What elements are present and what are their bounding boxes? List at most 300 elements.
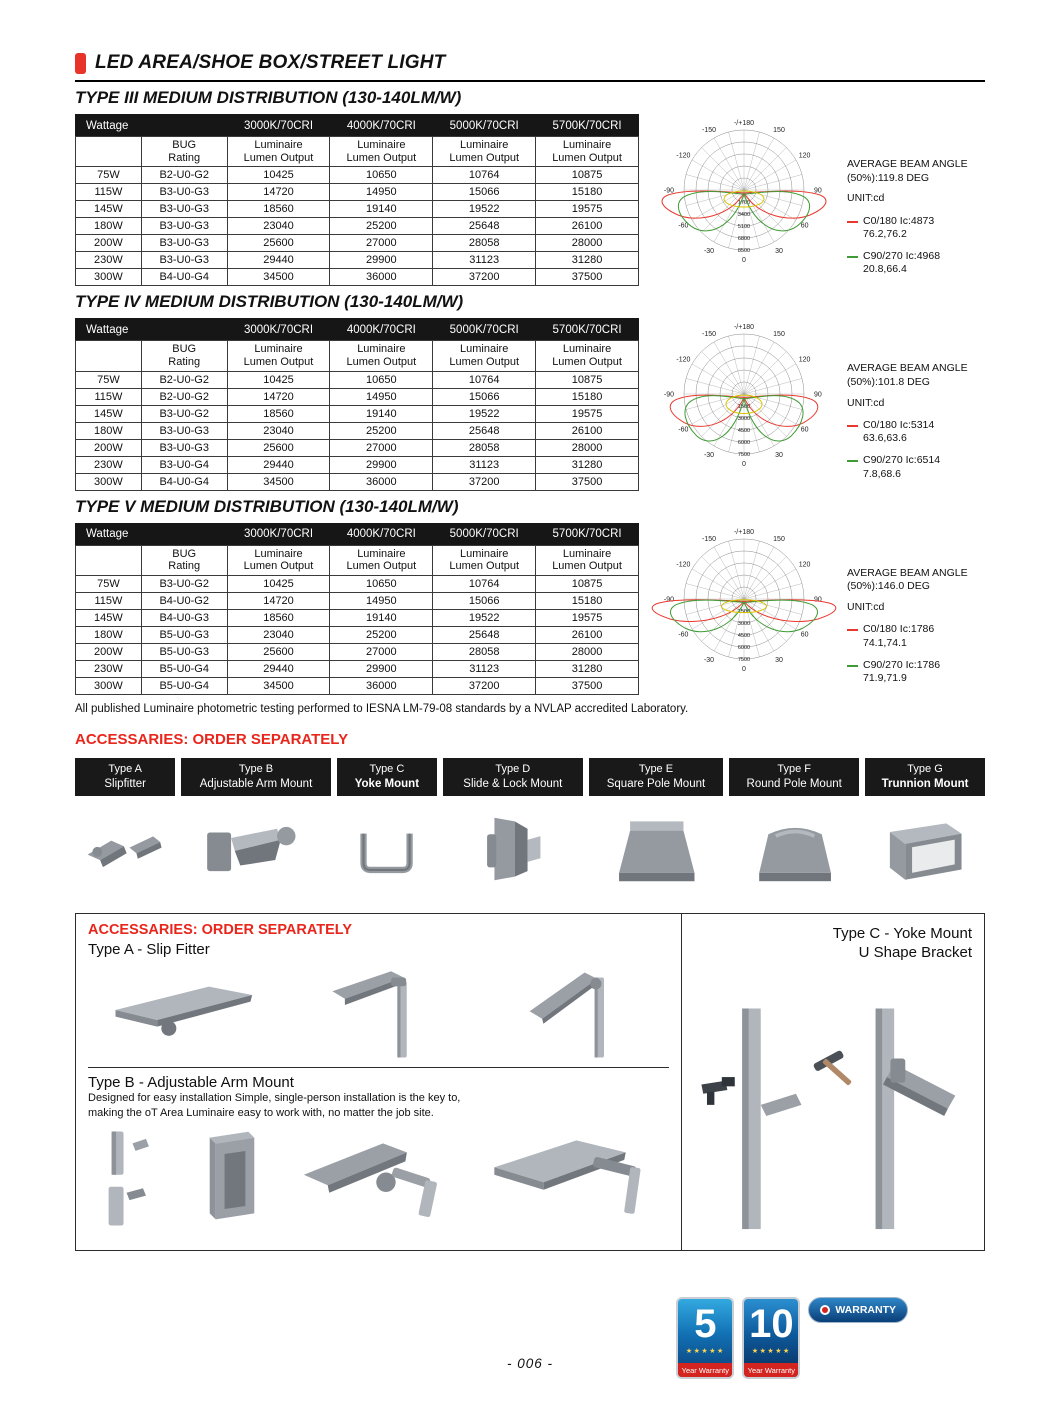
beam-info — [847, 567, 987, 685]
lumen-output-header — [227, 341, 330, 371]
lumen-value: 14950 — [330, 184, 433, 201]
svg-text:3000: 3000 — [737, 620, 751, 627]
svg-text:30: 30 — [775, 452, 783, 460]
table-header-row — [76, 523, 639, 545]
table-row — [76, 643, 639, 660]
bug-rating-value: B5-U0-G4 — [141, 660, 227, 677]
lumen-value: 28058 — [433, 439, 536, 456]
svg-text:-/+180: -/+180 — [733, 528, 755, 536]
svg-text:-/+180: -/+180 — [733, 120, 755, 127]
accessory-name-label: Yoke Mount — [354, 777, 420, 790]
bug-rating-value: B4-U0-G2 — [141, 592, 227, 609]
bug-rating-value: B3-U0-G3 — [141, 235, 227, 252]
bug-rating-value: B2-U0-G2 — [141, 167, 227, 184]
bug-rating-label: BUG Rating — [168, 343, 201, 368]
accessory-type-label: Type C — [369, 762, 405, 775]
accessory-header-slide-lock-mount — [443, 758, 583, 796]
lumen-value: 10875 — [536, 371, 639, 388]
svg-text:60: 60 — [800, 222, 809, 230]
empty-cell — [76, 341, 142, 371]
avg-beam-angle-line1: AVERAGE BEAM ANGLE — [847, 158, 968, 170]
table-row — [76, 609, 639, 626]
legend-item — [847, 419, 987, 445]
table-subheader-row — [76, 545, 639, 575]
lumen-value: 18560 — [227, 405, 330, 422]
wattage-header: Wattage — [76, 523, 228, 545]
table-row — [76, 184, 639, 201]
accessory-name-label: Square Pole Mount — [606, 777, 706, 790]
lumen-value: 37500 — [536, 473, 639, 490]
accessory-detail-panel — [75, 913, 985, 1251]
lumen-value: 28000 — [536, 439, 639, 456]
legend-item — [847, 215, 987, 241]
svg-text:6800: 6800 — [737, 236, 751, 242]
svg-text:8500: 8500 — [737, 248, 751, 254]
lumen-value: 23040 — [227, 422, 330, 439]
legend-line2: 7.8,68.6 — [863, 467, 901, 480]
accessory-name-label: Slide & Lock Mount — [463, 777, 563, 790]
lumen-value: 14950 — [330, 592, 433, 609]
table-row — [76, 422, 639, 439]
photometric-polar-chart — [643, 318, 845, 484]
svg-text:-60: -60 — [678, 222, 689, 230]
table-subheader-row — [76, 137, 639, 167]
lumen-value: 10764 — [433, 575, 536, 592]
lumen-value: 31123 — [433, 660, 536, 677]
lumen-value: 19575 — [536, 201, 639, 218]
lumen-value: 14720 — [227, 184, 330, 201]
lumen-value: 28058 — [433, 235, 536, 252]
detail-left-column — [76, 914, 682, 1250]
lumen-value: 19140 — [330, 405, 433, 422]
distribution-section — [75, 497, 985, 695]
warranty-10-number: 10 — [749, 1302, 794, 1346]
page-number: - 006 - — [506, 1356, 554, 1371]
accessories-heading-1: ACCESSARIES: ORDER SEPARATELY — [75, 730, 349, 748]
fixture-top-view-image — [469, 1124, 669, 1236]
legend-line2: 74.1,74.1 — [863, 636, 907, 649]
wattage-value: 180W — [76, 422, 142, 439]
beam-info — [847, 362, 987, 480]
svg-text:3400: 3400 — [737, 212, 751, 218]
lumen-output-header — [330, 545, 433, 575]
lumen-value: 10875 — [536, 167, 639, 184]
bug-rating-value: B5-U0-G3 — [141, 643, 227, 660]
lumen-value: 19140 — [330, 609, 433, 626]
svg-text:3000: 3000 — [737, 416, 751, 423]
svg-text:1500: 1500 — [737, 404, 751, 411]
cct-header: 3000K/70CRI — [227, 115, 330, 137]
lumen-value: 36000 — [330, 269, 433, 286]
lumen-output-label: Luminaire Lumen Output — [243, 343, 314, 368]
svg-text:-60: -60 — [678, 631, 689, 639]
table-row — [76, 575, 639, 592]
accessory-image-row — [75, 799, 985, 899]
lumen-value: 29440 — [227, 252, 330, 269]
type-c-images — [694, 961, 972, 1242]
wattage-value: 230W — [76, 660, 142, 677]
svg-text:150: 150 — [773, 535, 785, 543]
yoke-mount-image — [337, 803, 435, 895]
warranty-oval-label: WARRANTY — [835, 1304, 896, 1316]
table-header-row — [76, 115, 639, 137]
yoke-mount-poles-image — [694, 990, 972, 1242]
lumen-value: 10764 — [433, 371, 536, 388]
lumen-output-label: Luminaire Lumen Output — [346, 343, 417, 368]
avg-beam-angle-line2: (50%):101.8 DEG — [847, 375, 930, 388]
slipfitter-image — [75, 803, 173, 895]
svg-text:-/+180: -/+180 — [733, 324, 755, 332]
lumen-value: 29440 — [227, 456, 330, 473]
lumen-value: 37200 — [433, 473, 536, 490]
lumen-output-label: Luminaire Lumen Output — [346, 547, 417, 573]
accessory-name-label: Adjustable Arm Mount — [199, 777, 313, 790]
lumen-value: 15066 — [433, 184, 536, 201]
accessory-header-adjustable-arm-mount — [181, 758, 330, 796]
svg-text:6000: 6000 — [737, 440, 751, 447]
detail-right-column — [682, 914, 984, 1250]
bug-rating-value: B3-U0-G3 — [141, 201, 227, 218]
stars-icon: ★★★★★ — [751, 1348, 791, 1355]
lumen-output-label: Luminaire Lumen Output — [243, 139, 314, 164]
lumen-value: 34500 — [227, 269, 330, 286]
lumen-value: 29900 — [330, 660, 433, 677]
table-row — [76, 167, 639, 184]
bug-rating-value: B3-U0-G2 — [141, 575, 227, 592]
table-row — [76, 269, 639, 286]
cct-header: 4000K/70CRI — [330, 115, 433, 137]
warranty-5-number: 5 — [694, 1302, 717, 1346]
lumen-value: 14720 — [227, 592, 330, 609]
lumen-value: 25648 — [433, 422, 536, 439]
table-row — [76, 405, 639, 422]
wattage-value: 75W — [76, 371, 142, 388]
svg-text:6000: 6000 — [737, 644, 751, 651]
lumen-value: 23040 — [227, 626, 330, 643]
lumen-output-label: Luminaire Lumen Output — [449, 343, 520, 368]
lumen-value: 37500 — [536, 677, 639, 694]
avg-beam-angle-line1: AVERAGE BEAM ANGLE — [847, 566, 968, 579]
svg-text:150: 150 — [773, 126, 785, 134]
wattage-value: 115W — [76, 184, 142, 201]
lumen-value: 25600 — [227, 235, 330, 252]
lumen-output-label: Luminaire Lumen Output — [449, 139, 520, 164]
accessory-type-label: Type D — [495, 762, 531, 775]
lumen-value: 15066 — [433, 592, 536, 609]
polar-chart-area — [643, 318, 845, 489]
wattage-value: 145W — [76, 609, 142, 626]
legend-line1: C0/180 Ic:4873 — [863, 214, 935, 227]
table-row — [76, 677, 639, 694]
lumen-output-label: Luminaire Lumen Output — [346, 139, 417, 164]
wattage-value: 300W — [76, 473, 142, 490]
legend-dash-icon — [847, 221, 858, 223]
svg-text:30: 30 — [775, 656, 783, 664]
lumen-output-label: Luminaire Lumen Output — [552, 343, 622, 368]
type-c-subtitle: U Shape Bracket — [858, 944, 972, 962]
bug-rating-header — [141, 545, 227, 575]
distribution-section — [75, 88, 985, 286]
lumen-value: 10650 — [330, 575, 433, 592]
bug-rating-value: B3-U0-G3 — [141, 252, 227, 269]
accessory-header-round-pole-mount — [729, 758, 859, 796]
cct-header: 5700K/70CRI — [536, 115, 639, 137]
table-row — [76, 592, 639, 609]
legend-line2: 20.8,66.4 — [863, 263, 907, 276]
svg-text:-90: -90 — [663, 187, 674, 195]
legend-item — [847, 623, 987, 649]
cct-header: 5700K/70CRI — [536, 319, 639, 341]
lumen-value: 36000 — [330, 677, 433, 694]
type-b-description-line1: Designed for easy installation Simple, single-person installation is the key to, — [88, 1092, 461, 1105]
type-b-description-line2: making the oT Area Luminaire easy to work with, no matter the job site. — [88, 1107, 434, 1120]
svg-text:120: 120 — [798, 356, 811, 364]
svg-text:5100: 5100 — [737, 224, 751, 230]
accessory-type-label: Type E — [638, 762, 674, 775]
lumen-output-header — [330, 137, 433, 167]
arm-bracket-profile-image — [180, 1124, 284, 1236]
legend-dash-icon — [847, 425, 858, 427]
table-row — [76, 473, 639, 490]
polar-chart-area — [643, 114, 845, 285]
lumen-value: 25200 — [330, 626, 433, 643]
svg-text:0: 0 — [742, 665, 746, 673]
legend-dash-icon — [847, 629, 858, 631]
lumen-value: 36000 — [330, 473, 433, 490]
wattage-value: 115W — [76, 388, 142, 405]
accessory-name-label: Trunnion Mount — [881, 777, 969, 790]
legend-item — [847, 454, 987, 480]
wattage-value: 180W — [76, 218, 142, 235]
svg-text:1500: 1500 — [737, 608, 751, 615]
lumen-output-label: Luminaire Lumen Output — [552, 547, 622, 573]
accessory-type-label: Type A — [108, 762, 142, 775]
lumen-output-header — [227, 545, 330, 575]
bug-rating-value: B4-U0-G4 — [141, 473, 227, 490]
avg-beam-angle-line1: AVERAGE BEAM ANGLE — [847, 362, 968, 375]
lumen-value: 25648 — [433, 218, 536, 235]
lumen-value: 15180 — [536, 592, 639, 609]
wattage-value: 180W — [76, 626, 142, 643]
bug-rating-label: BUG Rating — [168, 547, 201, 573]
lumen-value: 31123 — [433, 252, 536, 269]
empty-cell — [76, 137, 142, 167]
bug-rating-value: B4-U0-G3 — [141, 609, 227, 626]
lumen-value: 10875 — [536, 575, 639, 592]
lumen-value: 19575 — [536, 405, 639, 422]
slide-lock-mount-image — [440, 803, 581, 895]
wattage-header: Wattage — [76, 115, 228, 137]
lumen-value: 26100 — [536, 422, 639, 439]
section-title: TYPE III MEDIUM DISTRIBUTION (130-140LM/W) — [75, 88, 462, 107]
svg-text:-150: -150 — [701, 331, 717, 339]
unit-label: UNIT:cd — [847, 192, 885, 205]
lumen-output-header — [536, 545, 639, 575]
legend-line1: C90/270 Ic:1786 — [863, 658, 941, 671]
accessory-name-label: Slipfitter — [104, 777, 146, 790]
wattage-value: 200W — [76, 235, 142, 252]
svg-text:120: 120 — [798, 152, 811, 160]
bug-rating-value: B2-U0-G2 — [141, 388, 227, 405]
svg-text:-30: -30 — [703, 452, 715, 460]
lumen-output-label: Luminaire Lumen Output — [243, 547, 314, 573]
cct-header: 4000K/70CRI — [330, 319, 433, 341]
wattage-value: 115W — [76, 592, 142, 609]
svg-text:-90: -90 — [663, 391, 674, 399]
wattage-value: 300W — [76, 677, 142, 694]
legend-item — [847, 250, 987, 276]
square-pole-mount-image — [588, 803, 724, 895]
lumen-value: 10764 — [433, 167, 536, 184]
wattage-value: 75W — [76, 167, 142, 184]
svg-text:4500: 4500 — [737, 632, 751, 639]
warranty-badge-10 — [742, 1297, 800, 1379]
avg-beam-angle-line2: (50%):119.8 DEG — [847, 171, 930, 184]
lumen-value: 23040 — [227, 218, 330, 235]
accessory-type-label: Type F — [777, 762, 811, 775]
svg-text:120: 120 — [798, 561, 811, 569]
lumen-value: 19140 — [330, 201, 433, 218]
accessories-heading-2: ACCESSARIES: ORDER SEPARATELY — [88, 922, 352, 939]
lumen-value: 25648 — [433, 626, 536, 643]
lumen-value: 14720 — [227, 388, 330, 405]
type-a-title: Type A - Slip Fitter — [88, 941, 210, 959]
svg-text:-120: -120 — [676, 152, 691, 160]
lumen-value: 10650 — [330, 167, 433, 184]
bug-rating-header — [141, 137, 227, 167]
table-row — [76, 626, 639, 643]
wattage-value: 300W — [76, 269, 142, 286]
svg-text:-60: -60 — [678, 426, 689, 434]
lumen-table — [75, 318, 639, 490]
lumen-value: 15180 — [536, 184, 639, 201]
wattage-value: 230W — [76, 252, 142, 269]
accessory-name-label: Round Pole Mount — [746, 777, 842, 790]
lumen-value: 18560 — [227, 609, 330, 626]
bug-rating-value: B4-U0-G4 — [141, 269, 227, 286]
warranty-oval-badge — [808, 1297, 908, 1323]
wattage-value: 200W — [76, 643, 142, 660]
warranty-badges — [676, 1297, 908, 1379]
distribution-sections — [75, 88, 985, 695]
page-header — [75, 52, 985, 82]
table-row — [76, 371, 639, 388]
photometric-polar-chart — [643, 523, 845, 689]
fixture-with-arm-image — [285, 1124, 469, 1236]
accessory-type-label: Type G — [907, 762, 943, 775]
svg-text:4500: 4500 — [737, 428, 751, 435]
bug-rating-label: BUG Rating — [168, 139, 201, 164]
lumen-value: 10425 — [227, 371, 330, 388]
warranty-10-ribbon: Year Warranty — [744, 1363, 798, 1377]
lumen-value: 10425 — [227, 575, 330, 592]
warranty-ring-icon — [820, 1305, 830, 1315]
accessory-header-square-pole-mount — [589, 758, 724, 796]
lumen-output-header — [433, 545, 536, 575]
legend-line2: 76.2,76.2 — [863, 228, 907, 241]
svg-text:30: 30 — [775, 248, 783, 256]
lumen-output-header — [433, 137, 536, 167]
section-title: TYPE V MEDIUM DISTRIBUTION (130-140LM/W) — [75, 496, 459, 516]
type-b-images — [88, 1121, 669, 1239]
section-title: TYPE IV MEDIUM DISTRIBUTION (130-140LM/W) — [75, 292, 464, 312]
bug-rating-value: B3-U0-G4 — [141, 456, 227, 473]
red-accent-bar — [75, 53, 86, 74]
empty-cell — [76, 545, 142, 575]
table-row — [76, 456, 639, 473]
svg-text:-90: -90 — [663, 596, 674, 604]
wattage-header: Wattage — [76, 319, 228, 341]
cct-header: 5000K/70CRI — [433, 115, 536, 137]
table-row — [76, 660, 639, 677]
lumen-value: 26100 — [536, 218, 639, 235]
svg-text:-30: -30 — [703, 248, 715, 256]
table-row — [76, 235, 639, 252]
bug-rating-value: B3-U0-G3 — [141, 218, 227, 235]
lumen-value: 25200 — [330, 218, 433, 235]
lumen-value: 37200 — [433, 677, 536, 694]
lumen-value: 29900 — [330, 456, 433, 473]
table-row — [76, 439, 639, 456]
lumen-output-label: Luminaire Lumen Output — [449, 547, 520, 573]
bug-rating-value: B5-U0-G3 — [141, 626, 227, 643]
svg-text:60: 60 — [800, 631, 809, 639]
type-c-title: Type C - Yoke Mount — [832, 925, 972, 943]
svg-text:150: 150 — [773, 331, 785, 339]
lumen-value: 29440 — [227, 660, 330, 677]
cct-header: 4000K/70CRI — [330, 523, 433, 545]
section-divider — [88, 1067, 669, 1068]
accessory-header-row — [75, 758, 985, 796]
photometric-note: All published Luminaire photometric testing performed to IESNA LM-79-08 standards by a NVLAP accredited Laboratory. — [75, 702, 689, 715]
lumen-value: 34500 — [227, 677, 330, 694]
lumen-value: 14950 — [330, 388, 433, 405]
polar-chart-area — [643, 523, 845, 694]
bug-rating-value: B3-U0-G3 — [141, 439, 227, 456]
type-a-images — [88, 958, 669, 1060]
svg-text:7500: 7500 — [737, 452, 751, 459]
wattage-value: 145W — [76, 405, 142, 422]
cct-header: 5000K/70CRI — [433, 319, 536, 341]
svg-text:-120: -120 — [676, 356, 691, 364]
svg-text:60: 60 — [800, 426, 809, 434]
svg-text:0: 0 — [742, 461, 746, 469]
lumen-value: 27000 — [330, 439, 433, 456]
section-body — [75, 114, 985, 286]
svg-text:1700: 1700 — [737, 200, 751, 206]
page-title: LED AREA/SHOE BOX/STREET LIGHT — [95, 52, 446, 73]
lumen-value: 19575 — [536, 609, 639, 626]
unit-label: UNIT:cd — [847, 396, 885, 409]
distribution-section — [75, 292, 985, 490]
lumen-value: 31123 — [433, 456, 536, 473]
warranty-5-ribbon: Year Warranty — [678, 1363, 732, 1377]
table-row — [76, 388, 639, 405]
lumen-output-header — [433, 341, 536, 371]
svg-text:7500: 7500 — [737, 656, 751, 663]
wattage-value: 200W — [76, 439, 142, 456]
svg-text:0: 0 — [742, 257, 746, 264]
wattage-value: 145W — [76, 201, 142, 218]
lumen-value: 27000 — [330, 643, 433, 660]
cct-header: 5700K/70CRI — [536, 523, 639, 545]
bug-rating-value: B3-U0-G2 — [141, 405, 227, 422]
bug-rating-value: B2-U0-G2 — [141, 371, 227, 388]
bug-rating-value: B3-U0-G3 — [141, 184, 227, 201]
lumen-output-label: Luminaire Lumen Output — [552, 139, 622, 164]
accessory-header-yoke-mount — [337, 758, 437, 796]
slipfitter-fixture-flat-image — [99, 960, 277, 1060]
